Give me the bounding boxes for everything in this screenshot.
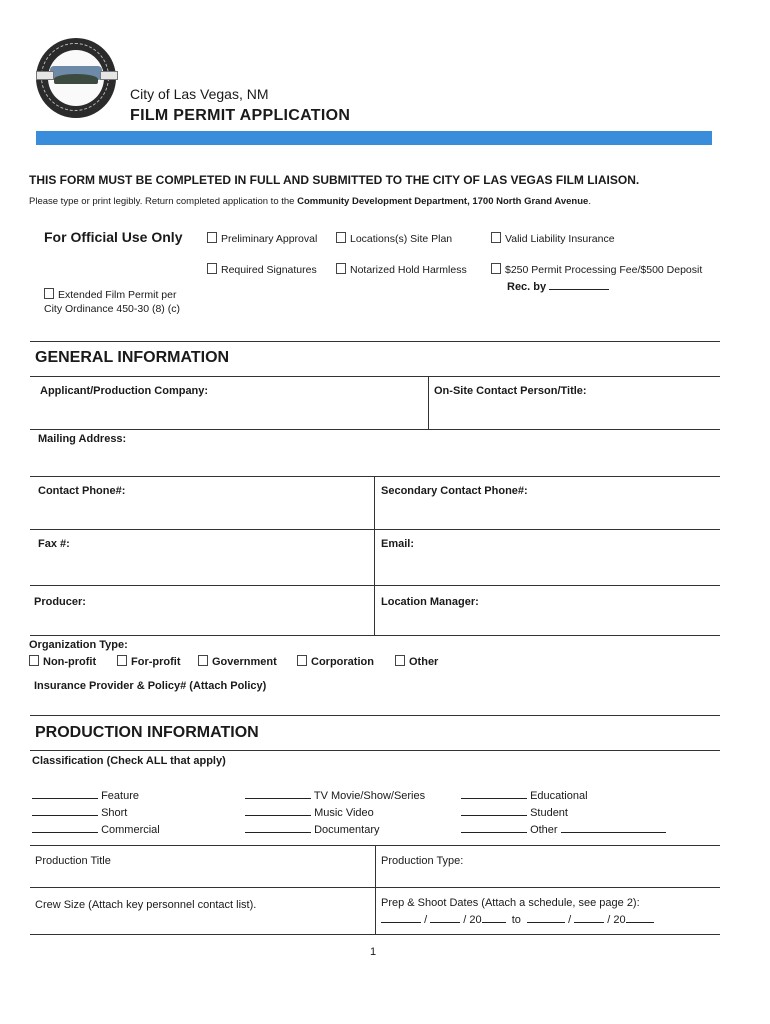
checkbox[interactable] [491,263,501,274]
row-rule [30,476,720,477]
classification-label-text: Documentary [314,824,380,836]
checkbox[interactable] [207,263,217,274]
instructions-post: . [588,196,591,207]
classification-label-text: Commercial [101,824,160,836]
production-type-label: Production Type: [381,855,464,867]
email-label: Email: [381,538,415,550]
option-label: Valid Liability Insurance [505,233,615,245]
received-by-line[interactable] [549,278,609,290]
extended-permit-option[interactable] [44,288,176,301]
option-label: For-profit [131,656,181,668]
instructions-pre: Please type or print legibly. Return completed application to the [29,196,298,207]
fax-label: Fax #: [38,538,70,550]
row-rule [30,529,720,530]
row-rule [30,429,720,430]
check-line[interactable] [245,804,311,816]
form-title: FILM PERMIT APPLICATION [130,107,351,124]
row-rule [30,635,720,636]
production-info-heading: PRODUCTION INFORMATION [35,724,259,741]
row-rule [30,585,720,586]
crew-size-label: Crew Size (Attach key personnel contact list). [35,899,257,911]
official-use-heading: For Official Use Only [44,229,183,245]
required-signatures-option[interactable] [207,263,317,276]
option-label: Corporation [311,656,374,668]
year-prefix: / 20 [607,914,626,926]
instructions-address: Community Development Department, 1700 North Grand Avenue [297,196,589,207]
seal-landscape [54,74,98,84]
classification-label-text: Short [101,807,128,819]
option-label: Locations(s) Site Plan [350,233,453,245]
classification-other[interactable] [461,821,666,838]
end-day-line[interactable] [574,911,604,923]
column-divider [374,477,375,635]
organization-type-label: Organization Type: [29,639,128,651]
checkbox[interactable] [117,655,127,666]
option-label: Required Signatures [221,264,317,276]
classification-label-text: Music Video [314,807,374,819]
checkbox[interactable] [198,655,208,666]
check-line[interactable] [245,787,311,799]
seal-banner-left [36,71,54,80]
general-info-heading: GENERAL INFORMATION [35,349,230,366]
checkbox[interactable] [297,655,307,666]
classification-column-2 [245,787,425,838]
option-label: Other [409,656,439,668]
classification-label-text: TV Movie/Show/Series [313,790,426,802]
received-by-label: Rec. by [507,281,547,293]
row-rule [30,887,720,888]
received-by-field[interactable] [507,278,609,293]
instructions-heading: THIS FORM MUST BE COMPLETED IN FULL AND SUBMITTED TO THE CITY OF LAS VEGAS FILM LIAISON. [29,173,640,187]
date-separator: / [568,914,572,926]
classification-student[interactable] [461,804,666,821]
classification-label: Classification (Check ALL that apply) [32,755,226,767]
production-title-label: Production Title [35,855,111,867]
classification-feature[interactable] [32,787,160,804]
page-number: 1 [370,946,377,958]
org-corporation-option[interactable] [297,655,374,668]
column-divider [375,846,376,934]
classification-column-3 [461,787,666,838]
other-specify-line[interactable] [561,821,666,833]
classification-music-video[interactable] [245,804,425,821]
column-divider [428,377,429,429]
secondary-phone-label: Secondary Contact Phone#: [381,485,528,497]
city-seal-logo [36,38,116,118]
seal-banner-right [100,71,118,80]
start-day-line[interactable] [430,911,460,923]
insurance-label: Insurance Provider & Policy# (Attach Policy) [34,680,267,692]
classification-column-1 [32,787,160,838]
checkbox[interactable] [395,655,405,666]
section-rule [30,341,720,342]
permit-fee-option[interactable] [491,263,702,276]
shoot-dates-label: Prep & Shoot Dates (Attach a schedule, see page 2): [381,897,640,909]
location-manager-label: Location Manager: [381,596,479,608]
row-rule [30,934,720,935]
to-label: to [511,914,521,926]
check-line[interactable] [32,804,98,816]
org-forprofit-option[interactable] [117,655,180,668]
checkbox[interactable] [207,232,217,243]
classification-tv[interactable] [245,787,425,804]
checkbox[interactable] [44,288,54,299]
end-year-line[interactable] [626,911,654,923]
check-line[interactable] [245,821,311,833]
mailing-address-label: Mailing Address: [38,433,127,445]
option-label: Preliminary Approval [221,233,318,245]
classification-educational[interactable] [461,787,666,804]
classification-short[interactable] [32,804,160,821]
checkbox[interactable] [29,655,39,666]
section-rule [30,750,720,751]
notarized-option[interactable] [336,263,467,276]
org-other-option[interactable] [395,655,438,668]
applicant-label: Applicant/Production Company: [40,385,209,397]
ordinance-reference: City Ordinance 450-30 (8) (c) [44,303,180,315]
year-prefix: / 20 [463,914,482,926]
option-label: Government [212,656,277,668]
checkbox[interactable] [336,232,346,243]
classification-label-text: Other [530,824,558,836]
onsite-contact-label: On-Site Contact Person/Title: [434,385,587,397]
option-label: $250 Permit Processing Fee/$500 Deposit [505,264,703,276]
checkbox[interactable] [491,232,501,243]
title-bar [36,131,712,145]
date-separator: / [424,914,428,926]
preliminary-approval-option[interactable] [207,232,317,245]
contact-phone-label: Contact Phone#: [38,485,126,497]
instructions-text [29,196,591,207]
start-year-line[interactable] [482,911,506,923]
check-line[interactable] [461,821,527,833]
check-line[interactable] [32,787,98,799]
option-label: Extended Film Permit per [58,289,177,301]
option-label: Notarized Hold Harmless [350,264,467,276]
producer-label: Producer: [34,596,86,608]
end-month-line[interactable] [527,911,565,923]
start-month-line[interactable] [381,911,421,923]
classification-label-text: Student [530,807,568,819]
org-nonprofit-option[interactable] [29,655,96,668]
check-line[interactable] [32,821,98,833]
org-government-option[interactable] [198,655,277,668]
classification-commercial[interactable] [32,821,160,838]
check-line[interactable] [461,804,527,816]
section-rule [30,715,720,716]
classification-label-text: Educational [530,790,588,802]
site-plan-option[interactable] [336,232,452,245]
option-label: Non-profit [43,656,97,668]
city-name: City of Las Vegas, NM [130,86,269,102]
classification-documentary[interactable] [245,821,425,838]
shoot-dates-field[interactable] [381,911,654,926]
liability-insurance-option[interactable] [491,232,615,245]
checkbox[interactable] [336,263,346,274]
section-rule [30,376,720,377]
check-line[interactable] [461,787,527,799]
classification-label-text: Feature [101,790,139,802]
